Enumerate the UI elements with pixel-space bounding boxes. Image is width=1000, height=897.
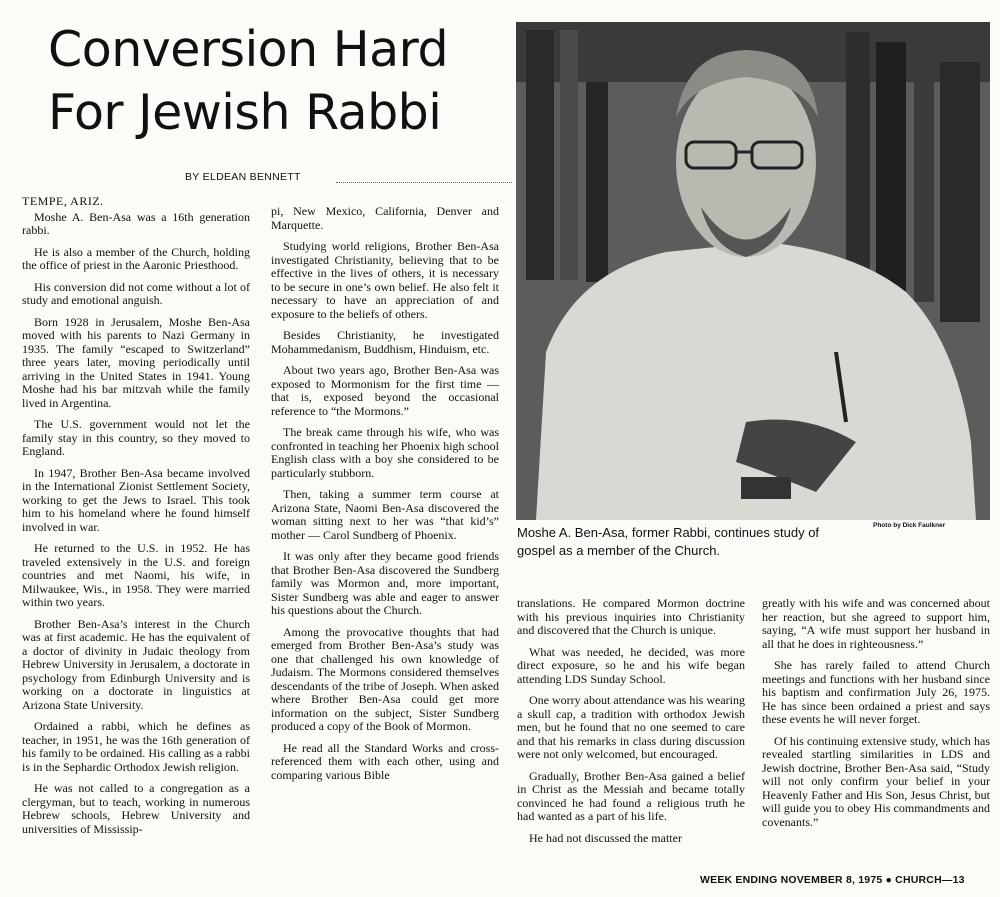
paragraph: Born 1928 in Jerusalem, Moshe Ben-Asa moved with his parents to Nazi Germany in 1935. The family “escaped to Switzerland” three years later, moving periodically until arriving in the United States in 1941. Young Moshe had his bar mitzvah while the family lived in Argentina. [22,314,250,410]
paragraph: He was not called to a congregation as a clergyman, but to teach, working in numerous Hebrew schools, Hebrew University and universities of Mississip- [22,781,250,836]
paragraph: She has rarely failed to attend Church meetings and functions with her husband since his baptism and confirmation July 26, 1975. He has since been ordained a priest and says these events he will never forget. [762,658,990,726]
paragraph: Among the provocative thoughts that had emerged from Brother Ben-Asa’s study was one that challenged his own knowledge of Judaism. The Mormons considered themselves descendants of the tribe of Joseph. When asked where Brother Ben-Asa could get more information on the subject, Sister Sundberg produced a copy of the Book of Mormon. [271,624,499,733]
paragraph: Brother Ben-Asa’s interest in the Church was at first academic. He has the equivalent of a doctor of divinity in Judaic theology from Hebrew University in Jerusalem, a doctorate in psychology from Edinburgh University and is working on a doctorate in linguistics at Arizona State University. [22,616,250,712]
article-column-1 [22,195,250,844]
paragraph: Gradually, Brother Ben-Asa gained a belief in Christ as the Messiah and became totally convinced he had found a religious truth he had wanted as a part of his life. [517,768,745,823]
paragraph: Then, taking a summer term course at Arizona State, Naomi Ben-Asa discovered the woman sitting next to her was “that kid’s” mother — Carol Sundberg of Phoenix. [271,487,499,542]
paragraph: greatly with his wife and was concerned about her reaction, but she agreed to support him, saying, “A wife must support her husband in all that he does in righteousness.” [762,596,990,651]
byline: BY ELDEAN BENNETT [185,171,301,183]
paragraph: It was only after they became good friends that Brother Ben-Asa discovered the Sundberg family was Mormon and, more important, Sister Sundberg was able and eager to answer his questions about the Church. [271,549,499,617]
paragraph: One worry about attendance was his wearing a skull cap, a tradition with orthodox Jewish men, but he found that no one seemed to care and that his remarks in class during discussion were not only welcomed, but encouraged. [517,693,745,761]
paragraph: His conversion did not come without a lot of study and emotional anguish. [22,279,250,307]
page-footer: WEEK ENDING NOVEMBER 8, 1975 ● CHURCH—13 [700,874,965,886]
paragraph: He is also a member of the Church, holding the office of priest in the Aaronic Priesthood. [22,244,250,272]
portrait-photo [516,22,990,520]
paragraph: Studying world religions, Brother Ben-Asa investigated Christianity, believing that to be effective in the lives of others, it is necessary to be secure in one’s own belief. He also felt it necessary to have an appreciation of and exposure to the beliefs of others. [271,239,499,321]
paragraph: He returned to the U.S. in 1952. He has traveled extensively in the U.S. and foreign countries and met Naomi, his wife, in Milwaukee, Wis., in 1958. They were married within two years. [22,541,250,609]
paragraph: Besides Christianity, he investigated Mohammedanism, Buddhism, Hinduism, etc. [271,328,499,356]
photo-credit: Photo by Dick Faulkner [873,522,946,529]
byline-divider [336,182,512,183]
paragraph: The break came through his wife, who was confronted in teaching her Phoenix high school English class with a boy she considered to be particularly stubborn. [271,425,499,480]
paragraph: He read all the Standard Works and cross-referenced them with each other, using and comparing various Bible [271,740,499,782]
paragraph: The U.S. government would not let the family stay in this country, so they moved to England. [22,417,250,458]
dateline: TEMPE, ARIZ. [22,194,104,208]
paragraph: In 1947, Brother Ben-Asa became involved in the International Zionist Settlement Society, working to get the Jews to Israel. This took him to his homeland where he found himself involved in war. [22,465,250,534]
article-column-4 [762,597,990,837]
paragraph: About two years ago, Brother Ben-Asa was exposed to Mormonism for the first time — that is, exposed beyond the occasional reference to “the Mormons.” [271,363,499,418]
article-column-3 [517,597,745,853]
paragraph: He had not discussed the matter [529,830,682,845]
paragraph: pi, New Mexico, California, Denver and Marquette. [271,204,499,232]
article-headline: Conversion Hard For Jewish Rabbi [48,21,449,141]
photo-caption: Moshe A. Ben-Asa, former Rabbi, continues study of gospel as a member of the Church. [517,525,820,558]
paragraph: Moshe A. Ben-Asa was a 16th generation rabbi. [22,209,250,237]
paragraph: Ordained a rabbi, which he defines as teacher, in 1951, he was the 16th generation of his family to be ordained. His calling as a rabbi is in the Sephardic Orthodox Jewish religion. [22,719,250,774]
article-column-2 [271,205,499,790]
paragraph: Of his continuing extensive study, which has revealed startling similarities in LDS and Jewish doctrine, Brother Ben-Asa said, “Study will not only confirm your belief in your Heavenly Father and His Son, Jesus Christ, but will guide you to obey His commandments and covenants.” [762,733,990,829]
paragraph: translations. He compared Mormon doctrine with his previous inquiries into Christianity and discovered that the Church is unique. [517,596,745,637]
paragraph: What was needed, he decided, was more direct exposure, so he and his wife began attending LDS Sunday School. [517,644,745,686]
